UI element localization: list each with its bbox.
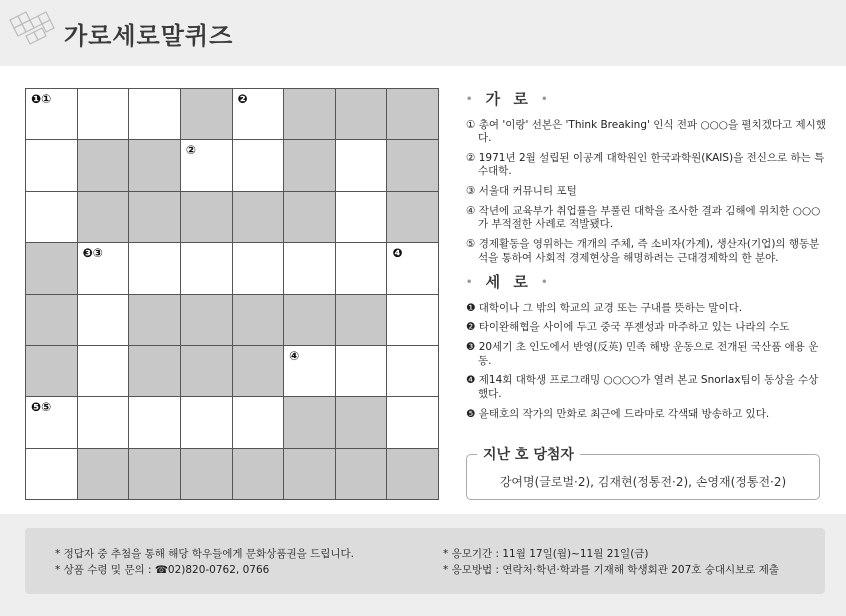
- grid-cell: [387, 243, 438, 293]
- grid-cell-shaded: [387, 140, 438, 190]
- across-clue: ② 1971년 2월 설립된 이공계 대학원인 한국과학원(KAIS)을 전신으로 하는 특수대학.: [466, 151, 825, 178]
- grid-cell-shaded: [129, 192, 180, 242]
- grid-cell: [26, 449, 77, 499]
- down-clue: ❷ 타이완해협을 사이에 두고 중국 푸젠성과 마주하고 있는 나라의 수도: [466, 321, 790, 334]
- cell-number-label: ❺⑤: [31, 400, 52, 415]
- grid-cell-shaded: [336, 295, 387, 345]
- grid-cell-shaded: [26, 243, 77, 293]
- down-clue: ❹ 제14회 대학생 프로그래밍 ○○○○가 열려 본교 Snorlax팀이 동상을 수상했다.: [466, 374, 819, 400]
- cell-number-label: ④: [289, 348, 300, 363]
- grid-cell: [387, 295, 438, 345]
- grid-cell-shaded: [336, 89, 387, 139]
- grid-cell-shaded: [387, 192, 438, 242]
- grid-cell-shaded: [387, 449, 438, 499]
- grid-cell-shaded: [387, 89, 438, 139]
- grid-cell: [129, 243, 180, 293]
- grid-cell: [78, 243, 129, 293]
- grid-cell-shaded: [78, 449, 129, 499]
- crossword-grid: [25, 88, 439, 500]
- footer-right: [443, 546, 779, 579]
- grid-cell-shaded: [181, 89, 232, 139]
- clues-panel: [466, 88, 826, 427]
- grid-cell: [181, 140, 232, 190]
- grid-cell-shaded: [233, 192, 284, 242]
- grid-cell: [387, 346, 438, 396]
- grid-cell: [233, 89, 284, 139]
- grid-cell-shaded: [233, 449, 284, 499]
- grid-cell-shaded: [284, 89, 335, 139]
- grid-cell: [26, 89, 77, 139]
- footer-info: [25, 528, 825, 594]
- grid-cell-shaded: [181, 346, 232, 396]
- down-heading: • 세 로 •: [466, 273, 552, 292]
- grid-cell: [233, 243, 284, 293]
- across-clue: ① 총여 '이랑' 선본은 'Think Breaking' 인식 전파 ○○○을 펼치겠다고 제시했다.: [466, 118, 826, 145]
- cell-number-label: ❸③: [82, 246, 103, 261]
- across-clue: ⑤ 경제활동을 영위하는 개개의 주체, 즉 소비자(가계), 생산자(기업)의 행동분석을 통하여 사회적 경제현상을 해명하려는 근대경제학의 한 분야.: [466, 237, 820, 264]
- grid-cell: [26, 397, 77, 447]
- crossword-grid-icon: [4, 6, 58, 54]
- grid-cell-shaded: [284, 449, 335, 499]
- grid-cell-shaded: [26, 295, 77, 345]
- grid-cell-shaded: [78, 192, 129, 242]
- across-clue: ③ 서울대 커뮤니티 포털: [466, 185, 577, 198]
- grid-cell: [78, 89, 129, 139]
- grid-cell: [26, 140, 77, 190]
- grid-cell: [78, 397, 129, 447]
- grid-cell-shaded: [129, 449, 180, 499]
- grid-cell-shaded: [233, 346, 284, 396]
- contact-info: * 상품 수령 및 문의 : ☎02)820-0762, 0766: [55, 564, 270, 577]
- winners-title: 지난 호 당첨자: [477, 444, 580, 464]
- grid-cell: [129, 397, 180, 447]
- header: [0, 0, 846, 66]
- grid-cell: [129, 89, 180, 139]
- grid-cell: [233, 140, 284, 190]
- grid-cell: [387, 397, 438, 447]
- entry-period: * 응모기간 : 11월 17일(월)~11월 21일(금): [443, 548, 649, 560]
- page-title: 가로세로말퀴즈: [64, 22, 234, 50]
- cell-number-label: ❶①: [31, 92, 52, 106]
- grid-cell: [26, 192, 77, 242]
- winners-box: [466, 447, 820, 500]
- grid-cell: [336, 140, 387, 190]
- grid-cell: [181, 243, 232, 293]
- grid-cell-shaded: [181, 192, 232, 242]
- prize-notice: * 정답자 중 추첨을 통해 해당 학우들에게 문화상품권을 드립니다.: [55, 548, 355, 560]
- down-clue: ❶ 대학이나 그 밖의 학교의 교경 또는 구내를 뜻하는 말이다.: [466, 301, 743, 314]
- grid-cell: [284, 346, 335, 396]
- grid-cell-shaded: [284, 295, 335, 345]
- cell-number-label: ②: [185, 143, 197, 158]
- grid-cell: [233, 397, 284, 447]
- across-clue: ④ 작년에 교육부가 취업률을 부풀린 대학을 조사한 결과 김해에 위치한 ○○○가 부적절한 사례로 적발됐다.: [466, 204, 821, 231]
- down-clue: ❺ 윤태호의 작가의 만화로 최근에 드라마로 각색돼 방송하고 있다.: [466, 407, 770, 420]
- quiz-panel: [0, 66, 846, 514]
- grid-cell-shaded: [129, 346, 180, 396]
- across-heading: • 가 로 •: [466, 90, 552, 108]
- grid-cell-shaded: [26, 346, 77, 396]
- grid-cell: [284, 243, 335, 293]
- grid-cell-shaded: [284, 140, 335, 190]
- grid-cell: [78, 346, 129, 396]
- down-clue: ❸ 20세기 초 인도에서 반영(反英) 민족 해방 운동으로 전개된 국산품 애용 운동.: [466, 341, 819, 367]
- grid-cell-shaded: [181, 295, 232, 345]
- winners-list: 강여명(글로벌·2), 김재현(정통전·2), 손영재(정통전·2): [499, 475, 787, 489]
- grid-cell-shaded: [129, 140, 180, 190]
- grid-cell: [336, 346, 387, 396]
- grid-cell: [336, 243, 387, 293]
- grid-cell: [78, 295, 129, 345]
- grid-cell: [181, 397, 232, 447]
- cell-number-label: ❹: [392, 246, 403, 261]
- grid-cell-shaded: [78, 140, 129, 190]
- grid-cell-shaded: [233, 295, 284, 345]
- grid-cell-shaded: [129, 295, 180, 345]
- footer-left: [55, 546, 354, 579]
- grid-cell-shaded: [336, 449, 387, 499]
- grid-cell-shaded: [181, 449, 232, 499]
- grid-cell-shaded: [284, 192, 335, 242]
- cell-number-label: ❷: [237, 92, 248, 106]
- entry-method: * 응모방법 : 연락처·학년·학과를 기재해 학생회관 207호 숭대시보로 제출: [443, 564, 780, 577]
- grid-cell-shaded: [336, 397, 387, 447]
- grid-cell-shaded: [284, 397, 335, 447]
- grid-cell: [336, 192, 387, 242]
